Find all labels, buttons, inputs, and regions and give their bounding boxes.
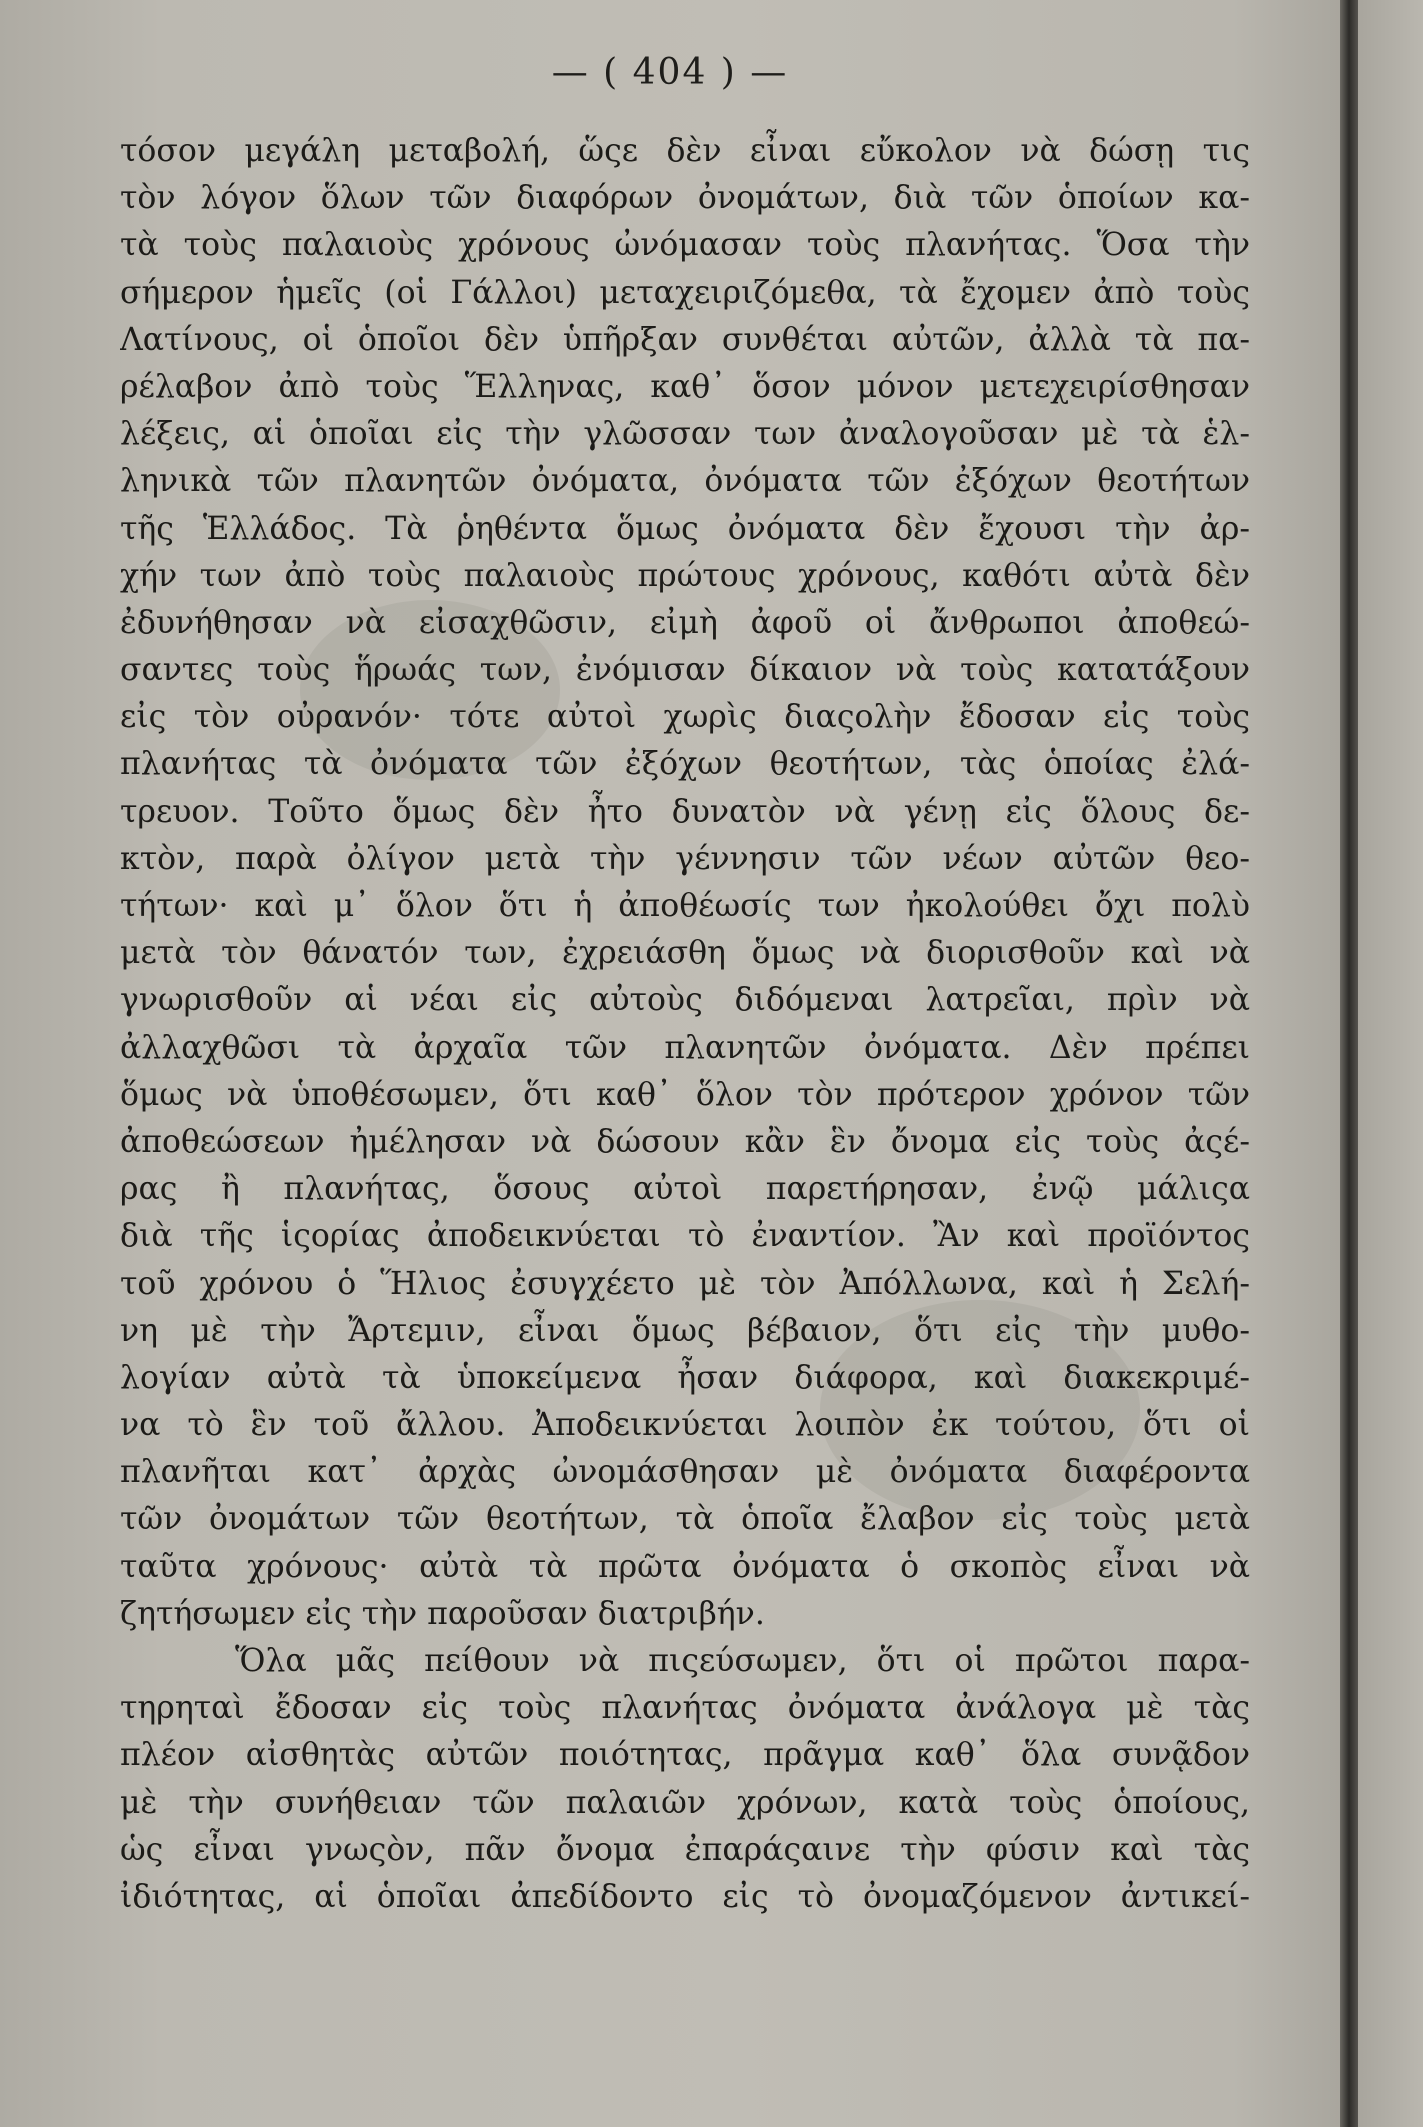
text-line: ταῦτα χρόνους· αὐτὰ τὰ πρῶτα ὀνόματα ὁ σκοπὸς εἶναι νὰ [120,1548,1250,1585]
text-line: τήτων· καὶ μ᾿ ὅλον ὅτι ἡ ἀποθέωσίς των ἠκολούθει ὄχι πολὺ [120,888,1250,924]
text-line: χήν των ἀπὸ τοὺς παλαιοὺς πρώτους χρόνους, καθότι αὐτὰ δὲν [120,557,1250,594]
text-line: ζητήσωμεν εἰς τὴν παροῦσαν διατριβήν. [120,1595,765,1632]
text-line: γνωρισθοῦν αἱ νέαι εἰς αὐτοὺς διδόμεναι λατρεῖαι, πρὶν νὰ [120,982,1250,1019]
text-line: λέξεις, αἱ ὁποῖαι εἰς τὴν γλῶσσαν των ἀναλογοῦσαν μὲ τὰ ἑλ- [120,416,1250,453]
text-line: τρευον. Τοῦτο ὅμως δὲν ἦτο δυνατὸν νὰ γένῃ εἰς ὅλους δε- [120,793,1250,830]
text-line: τόσον μεγάλη μεταβολή, ὥςε δὲν εἶναι εὔκολον νὰ δώσῃ τις [120,133,1250,169]
text-line: ληνικὰ τῶν πλανητῶν ὀνόματα, ὀνόματα τῶν ἐξόχων θεοτήτων [120,463,1250,500]
text-line: ρέλαβον ἀπὸ τοὺς Ἕλληνας, καθ᾿ ὅσον μόνον μετεχειρίσθησαν [120,368,1250,405]
text-line: ὅμως νὰ ὑποθέσωμεν, ὅτι καθ᾿ ὅλον τὸν πρότερον χρόνον τῶν [120,1076,1250,1113]
text-line: πλέον αἰσθητὰς αὐτῶν ποιότητας, πρᾶγμα καθ᾿ ὅλα συνᾷδον [120,1737,1250,1774]
text-line: ἀλλαχθῶσι τὰ ἀρχαῖα τῶν πλανητῶν ὀνόματα. Δὲν πρέπει [120,1029,1250,1066]
text-line: να τὸ ἓν τοῦ ἄλλου. Ἀποδεικνύεται λοιπὸν ἐκ τούτου, ὅτι οἱ [120,1407,1250,1444]
text-line: ἐδυνήθησαν νὰ εἰσαχθῶσιν, εἰμὴ ἀφοῦ οἱ ἄνθρωποι ἀποθεώ- [120,604,1250,641]
text-line: Λατίνους, οἱ ὁποῖοι δὲν ὑπῆρξαν συνθέται αὐτῶν, ἀλλὰ τὰ πα- [120,321,1250,358]
text-line: κτὸν, παρὰ ὀλίγον μετὰ τὴν γέννησιν τῶν νέων αὐτῶν θεο- [120,840,1250,877]
text-line: πλανῆται κατ᾿ ἀρχὰς ὠνομάσθησαν μὲ ὀνόματα διαφέροντα [120,1454,1250,1491]
text-line: τῆς Ἑλλάδος. Τὰ ῥηθέντα ὅμως ὀνόματα δὲν ἔχουσι τὴν ἀρ- [120,510,1250,547]
text-line: ρας ἢ πλανήτας, ὅσους αὐτοὶ παρετήρησαν, ἐνῷ μάλιςα [120,1171,1250,1208]
text-line: ὡς εἶναι γνωςὸν, πᾶν ὄνομα ἐπαράςαινε τὴν φύσιν καὶ τὰς [120,1831,1250,1868]
body-text [120,128,1250,1921]
text-line: μὲ τὴν συνήθειαν τῶν παλαιῶν χρόνων, κατὰ τοὺς ὁποίους, [120,1784,1250,1821]
text-line: σήμερον ἡμεῖς (οἱ Γάλλοι) μεταχειριζόμεθα, τὰ ἔχομεν ἀπὸ τοὺς [120,274,1250,311]
book-gutter [1340,0,1358,2127]
text-line: τῶν ὀνομάτων τῶν θεοτήτων, τὰ ὁποῖα ἔλαβον εἰς τοὺς μετὰ [120,1501,1250,1538]
text-line: πλανήτας τὰ ὀνόματα τῶν ἐξόχων θεοτήτων, τὰς ὁποίας ἐλά- [120,746,1250,783]
text-line: τοῦ χρόνου ὁ Ἥλιος ἐσυγχέετο μὲ τὸν Ἀπόλλωνα, καὶ ἡ Σελή- [120,1265,1250,1302]
text-line: τηρηταὶ ἔδοσαν εἰς τοὺς πλανήτας ὀνόματα ἀνάλογα μὲ τὰς [120,1690,1250,1727]
text-line: Ὅλα μᾶς πείθουν νὰ πιςεύσωμεν, ὅτι οἱ πρῶτοι παρα- [235,1643,1250,1679]
text-line: τὸν λόγον ὅλων τῶν διαφόρων ὀνομάτων, διὰ τῶν ὁποίων κα- [120,180,1250,217]
text-line: σαντες τοὺς ἥρωάς των, ἐνόμισαν δίκαιον νὰ τοὺς κατατάξουν [120,652,1250,689]
text-line: λογίαν αὐτὰ τὰ ὑποκείμενα ἦσαν διάφορα, καὶ διακεκριμέ- [120,1359,1250,1396]
text-line: εἰς τὸν οὐρανόν· τότε αὐτοὶ χωρὶς διαςολὴν ἔδοσαν εἰς τοὺς [120,699,1250,736]
text-line: ἀποθεώσεων ἠμέλησαν νὰ δώσουν κἂν ἓν ὄνομα εἰς τοὺς ἀςέ- [120,1123,1250,1160]
text-line: τὰ τοὺς παλαιοὺς χρόνους ὠνόμασαν τοὺς πλανήτας. Ὅσα τὴν [120,227,1250,264]
text-line: νη μὲ τὴν Ἄρτεμιν, εἶναι ὅμως βέβαιον, ὅτι εἰς τὴν μυθο- [120,1312,1250,1349]
text-line: ἰδιότητας, αἱ ὁποῖαι ἀπεδίδοντο εἰς τὸ ὀνομαζόμενον ἀντικεί- [120,1878,1250,1915]
text-line: μετὰ τὸν θάνατόν των, ἐχρειάσθη ὅμως νὰ διορισθοῦν καὶ νὰ [120,935,1250,972]
text-line: διὰ τῆς ἱςορίας ἀποδεικνύεται τὸ ἐναντίον. Ἂν καὶ προϊόντος [120,1218,1250,1255]
page-number: — ( 404 ) — [551,52,789,93]
adjacent-page-edge [1358,0,1423,2127]
